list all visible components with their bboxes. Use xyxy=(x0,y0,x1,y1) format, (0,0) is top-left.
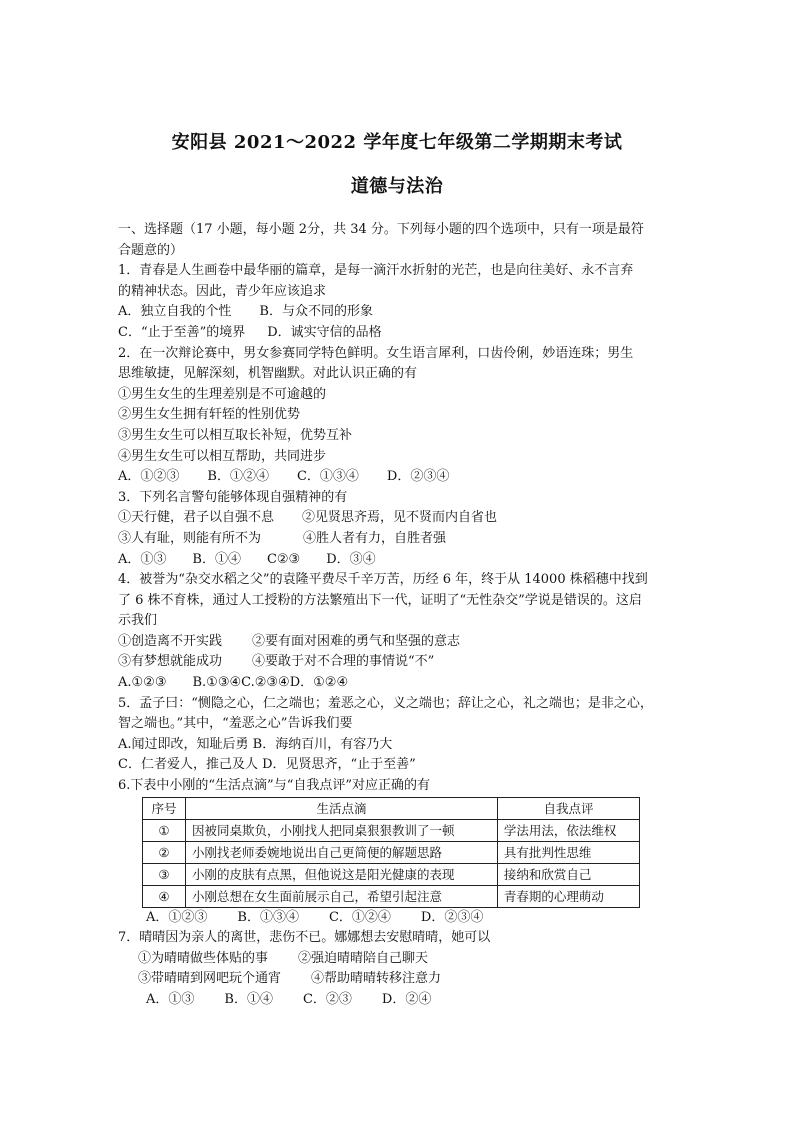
q3-statement-2: ②见贤思齐焉，见不贤而内自省也 xyxy=(302,510,498,526)
q1-options-ab xyxy=(118,302,678,323)
q4-statements-12 xyxy=(118,632,678,653)
q7-options xyxy=(118,990,678,1011)
table-row xyxy=(143,819,640,841)
subject-title: 道德与法治 xyxy=(350,176,444,197)
q4-stem-line2: 了 6 株不育株，通过人工授粉的方法繁殖出下一代，证明了“无性杂交”学说是错误的。这启 xyxy=(118,592,642,608)
q4-statements-34 xyxy=(118,652,678,673)
table-row xyxy=(143,885,640,907)
q1-option-c: C．“止于至善”的境界 xyxy=(118,324,246,340)
q3-statements-34 xyxy=(118,529,678,550)
q1-option-b: B．与众不同的形象 xyxy=(259,304,373,320)
q3-statement-3: ③人有耻，则能有所不为 xyxy=(118,530,262,546)
table-cell: ④ xyxy=(143,885,186,907)
q5-options-cd: C．仁者爱人，推己及人 D．见贤思齐，“止于至善” xyxy=(118,757,416,773)
q2-options xyxy=(118,467,678,488)
q6-option-c: C．①②④ xyxy=(328,909,391,925)
q7-statement-3: ③带晴晴到网吧玩个通宵 xyxy=(138,971,282,987)
q5-options-ab: A.闻过即改，知耻后勇 B．海纳百川，有容乃大 xyxy=(118,736,393,752)
exam-content xyxy=(118,220,678,1011)
q2-option-a: A．①②③ xyxy=(118,469,180,485)
q4-stem-line3: 示我们 xyxy=(118,613,158,629)
q4-stem-line1: 4．被誉为“杂交水稻之父”的袁隆平费尽千辛万苦，历经 6 年，终于从 14000 株稻穗中找到 xyxy=(118,572,648,588)
q6-stem: 6.下表中小刚的“生活点滴”与“自我点评”对应正确的有 xyxy=(118,778,430,794)
q7-option-b: B．①④ xyxy=(224,992,273,1007)
q5-stem-line1: 5．孟子曰：“恻隐之心，仁之端也；羞恶之心，义之端也；辞让之心，礼之端也；是非之心， xyxy=(118,695,653,711)
exam-title: 安阳县 2021～2022 学年度七年级第二学期期末考试 xyxy=(171,132,623,153)
q3-option-c: C②③ xyxy=(266,551,301,567)
table-row xyxy=(143,841,640,863)
q3-option-d: D．③④ xyxy=(326,551,376,567)
q1-stem-line2: 的精神状态。因此，青少年应该追求 xyxy=(118,283,327,299)
table-cell: ③ xyxy=(143,863,186,885)
q2-statement-1: ①男生女生的生理差别是不可逾越的 xyxy=(118,386,327,402)
q3-statement-1: ①天行健，君子以自强不息 xyxy=(118,510,275,526)
q2-statement-2: ②男生女生拥有轩轾的性别优势 xyxy=(118,407,301,423)
q6-options xyxy=(118,908,678,929)
table-cell: 小刚的皮肤有点黑，但他说这是阳光健康的表现 xyxy=(186,863,498,885)
q1-option-d: D．诚实守信的品格 xyxy=(267,324,382,340)
q3-option-b: B．①④ xyxy=(192,551,241,567)
q7-statement-4: ④帮助晴晴转移注意力 xyxy=(311,971,442,987)
q4-statement-4: ④要敢于对不合理的事情说“不” xyxy=(252,654,435,670)
table-cell: 学法用法，依法维权 xyxy=(497,819,639,841)
table-cell: ① xyxy=(143,819,186,841)
table-cell: 接纳和欣赏自己 xyxy=(497,863,639,885)
q6-option-a: A．①②③ xyxy=(146,909,208,925)
q1-options-cd xyxy=(118,323,678,344)
table-cell: 青春期的心理萌动 xyxy=(497,885,639,907)
table-cell: 具有批判性思维 xyxy=(497,841,639,863)
table-cell: ② xyxy=(143,841,186,863)
q1-option-a: A．独立自我的个性 xyxy=(118,304,232,320)
q2-option-b: B．①②④ xyxy=(207,469,269,485)
q3-statement-4: ④胜人者有力，自胜者强 xyxy=(303,530,447,546)
table-header-row xyxy=(143,797,640,819)
section-intro-line2: 合题意的） xyxy=(118,242,184,258)
q7-option-c: C．②③ xyxy=(302,992,352,1007)
q4-options: A.①②③ B.①③④C.②③④D．①②④ xyxy=(118,675,349,691)
q2-option-c: C．①③④ xyxy=(296,469,359,485)
q3-stem: 3．下列名言警句能够体现自强精神的有 xyxy=(118,489,348,505)
q2-statement-4: ④男生女生可以相互帮助，共同进步 xyxy=(118,448,327,464)
table-cell: 因被同桌欺负，小刚找人把同桌狠狠教训了一顿 xyxy=(186,819,498,841)
q7-statements-34 xyxy=(118,969,678,990)
q7-stem: 7．晴晴因为亲人的离世，悲伤不已。娜娜想去安慰晴晴，她可以 xyxy=(118,930,491,946)
table-header-cell: 序号 xyxy=(143,797,186,819)
q7-statement-1: ①为晴晴做些体贴的事 xyxy=(138,950,269,966)
q5-stem-line2: 智之端也。”其中，“羞恶之心”告诉我们要 xyxy=(118,716,353,732)
q4-statement-3: ③有梦想就能成功 xyxy=(118,654,223,670)
q7-statement-2: ②强迫晴晴陪自己聊天 xyxy=(298,950,429,966)
table-header-cell: 自我点评 xyxy=(497,797,639,819)
table-row xyxy=(143,863,640,885)
table-cell: 小刚总想在女生面前展示自己，希望引起注意 xyxy=(186,885,498,907)
q6-table xyxy=(142,797,640,908)
table-cell: 小刚找老师委婉地说出自己更简便的解题思路 xyxy=(186,841,498,863)
q2-statement-3: ③男生女生可以相互取长补短，优势互补 xyxy=(118,427,353,443)
q4-statement-2: ②要有面对困难的勇气和坚强的意志 xyxy=(252,633,461,649)
q3-statements-12 xyxy=(118,508,678,529)
q6-option-b: B．①③④ xyxy=(237,909,299,925)
q4-statement-1: ①创造离不开实践 xyxy=(118,633,223,649)
q3-option-a: A．①③ xyxy=(118,551,167,567)
q7-option-a: A．①③ xyxy=(146,992,195,1007)
section-intro-line1: 一、选择题（17 小题，每小题 2分，共 34 分。下列每小题的四个选项中，只有一项是最符 xyxy=(118,222,644,237)
q6-option-d: D．②③④ xyxy=(420,909,484,925)
q7-option-d: D．②④ xyxy=(381,992,432,1007)
q1-stem-line1: 1．青春是人生画卷中最华丽的篇章，是每一滴汗水折射的光芒，也是向往美好、永不言弃 xyxy=(118,263,634,279)
q2-option-d: D．②③④ xyxy=(386,469,450,485)
q2-stem-line2: 思维敏捷，见解深刻，机智幽默。对此认识正确的有 xyxy=(118,366,418,382)
q2-stem-line1: 2．在一次辩论赛中，男女参赛同学特色鲜明。女生语言犀利，口齿伶俐，妙语连珠；男生 xyxy=(118,345,634,361)
table-header-cell: 生活点滴 xyxy=(186,797,498,819)
q7-statements-12 xyxy=(118,949,678,970)
q3-options xyxy=(118,550,678,571)
